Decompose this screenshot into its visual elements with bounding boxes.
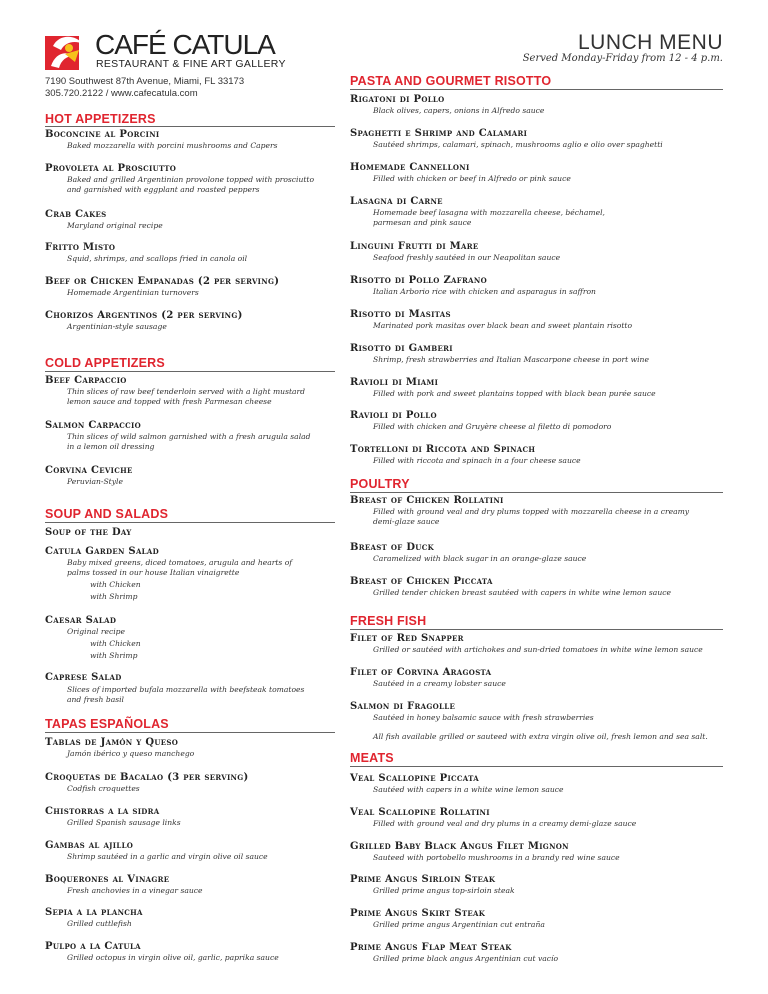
- menu-item-name: Rigatoni di Pollo: [350, 94, 445, 105]
- menu-item-desc: Codfish croquettes: [67, 784, 140, 793]
- brand-tagline: RESTAURANT & FINE ART GALLERY: [96, 58, 286, 70]
- menu-item-desc: demi-glaze sauce: [373, 517, 440, 526]
- section-title-fresh-fish: FRESH FISH: [350, 614, 427, 628]
- menu-item-name: Filet of Corvina Aragosta: [350, 667, 492, 678]
- menu-item-desc: Sautéed shrimps, calamari, spinach, mushrooms aglio e olio over spaghetti: [373, 140, 663, 149]
- section-rule: [45, 371, 335, 372]
- menu-item-option: with Shrimp: [90, 592, 138, 601]
- menu-item-option: with Chicken: [90, 639, 141, 648]
- menu-title: LUNCH MENU: [577, 31, 723, 54]
- menu-item-desc: Sautéed with capers in a white wine lemon sauce: [373, 785, 564, 794]
- menu-item-desc: Caramelized with black sugar in an orange-glaze sauce: [373, 554, 587, 563]
- menu-item-desc: Grilled or sautéed with artichokes and sun-dried tomatoes in white wine lemon sauce: [373, 645, 703, 654]
- menu-item-name: Provoleta al Prosciutto: [45, 163, 177, 174]
- menu-item-name: Corvina Ceviche: [45, 465, 133, 476]
- section-title-pasta: PASTA AND GOURMET RISOTTO: [350, 74, 552, 88]
- menu-item-desc: Maryland original recipe: [67, 221, 163, 230]
- menu-item-option: with Chicken: [90, 580, 141, 589]
- menu-item-desc: Grilled tender chicken breast sautéed with capers in white wine lemon sauce: [373, 588, 671, 597]
- section-title-meats: MEATS: [350, 751, 394, 765]
- menu-item-name: Homemade Cannelloni: [350, 162, 470, 173]
- menu-item-desc: Slices of imported bufala mozzarella with beefsteak tomatoes: [67, 685, 305, 694]
- menu-item-name: Veal Scallopine Piccata: [350, 773, 479, 784]
- section-rule: [45, 732, 335, 733]
- menu-item-name: Prime Angus Skirt Steak: [350, 908, 486, 919]
- section-rule: [350, 89, 723, 90]
- menu-item-name: Croquetas de Bacalao (3 per serving): [45, 772, 249, 783]
- menu-item-name: Breast of Chicken Piccata: [350, 576, 493, 587]
- menu-item-desc: Argentinian-style sausage: [67, 322, 167, 331]
- menu-item-desc: Shrimp, fresh strawberries and Italian Mascarpone cheese in port wine: [373, 355, 649, 364]
- restaurant-contact: 305.720.2122 / www.cafecatula.com: [45, 88, 198, 99]
- menu-item-desc: Jamón ibérico y queso manchego: [67, 749, 195, 758]
- menu-item-desc: Grilled prime angus top-sirloin steak: [373, 886, 515, 895]
- menu-item-name: Prime Angus Flap Meat Steak: [350, 942, 512, 953]
- menu-item-desc: Baked and grilled Argentinian provolone topped with prosciutto: [67, 175, 315, 184]
- menu-item-desc: Original recipe: [67, 627, 125, 636]
- brand-name: CAFÉ CATULA: [95, 29, 275, 60]
- section-rule: [45, 522, 335, 523]
- menu-item-name: Beef Carpaccio: [45, 375, 127, 386]
- section-rule: [45, 126, 335, 127]
- menu-item-name: Risotto di Masitas: [350, 309, 451, 320]
- menu-item-desc: Seafood freshly sautéed in our Neapolitan sauce: [373, 253, 561, 262]
- menu-item-desc: Homemade Argentinian turnovers: [67, 288, 199, 297]
- menu-item-name: Fritto Misto: [45, 242, 116, 253]
- menu-item-name: Risotto di Pollo Zafrano: [350, 275, 487, 286]
- menu-item-name: Breast of Duck: [350, 542, 434, 553]
- menu-item-desc: Squid, shrimps, and scallops fried in canola oil: [67, 254, 248, 263]
- menu-item-desc: lemon sauce and topped with fresh Parmesan cheese: [67, 397, 272, 406]
- menu-item-desc: Sauteed with portobello mushrooms in a brandy red wine sauce: [373, 853, 620, 862]
- menu-item-desc: Sautéed in a creamy lobster sauce: [373, 679, 506, 688]
- menu-item-name: Filet of Red Snapper: [350, 633, 464, 644]
- menu-item-desc: Filled with chicken and Gruyère cheese al filetto di pomodoro: [373, 422, 612, 431]
- menu-item-name: Soup of the Day: [45, 527, 132, 538]
- menu-item-desc: Black olives, capers, onions in Alfredo sauce: [373, 106, 545, 115]
- menu-item-desc: Thin slices of wild salmon garnished with a fresh arugula salad: [67, 432, 311, 441]
- menu-item-desc: and garnished with eggplant and roasted peppers: [67, 185, 260, 194]
- menu-item-name: Boquerones al Vinagre: [45, 874, 170, 885]
- menu-item-name: Tortelloni di Riccota and Spinach: [350, 444, 536, 455]
- menu-item-desc: and fresh basil: [67, 695, 124, 704]
- menu-item-name: Sepia a la plancha: [45, 907, 143, 918]
- cafe-catula-logo-icon: [45, 32, 87, 78]
- menu-item-name: Gambas al ajillo: [45, 840, 134, 851]
- menu-item-desc: Baby mixed greens, diced tomatoes, arugula and hearts of: [67, 558, 293, 567]
- section-title-tapas: TAPAS ESPAÑOLAS: [45, 717, 169, 731]
- menu-item-name: Ravioli di Miami: [350, 377, 439, 388]
- menu-item-name: Prime Angus Sirloin Steak: [350, 874, 496, 885]
- menu-item-desc: Grilled Spanish sausage links: [67, 818, 181, 827]
- menu-item-desc: Filled with pork and sweet plantains topped with black bean purée sauce: [373, 389, 656, 398]
- menu-item-name: Beef or Chicken Empanadas (2 per serving): [45, 276, 280, 287]
- menu-item-name: Crab Cakes: [45, 209, 107, 220]
- menu-item-option: with Shrimp: [90, 651, 138, 660]
- menu-item-desc: Grilled prime black angus Argentinian cut vacío: [373, 954, 559, 963]
- menu-item-name: Pulpo a la Catula: [45, 941, 141, 952]
- menu-item-name: Caesar Salad: [45, 615, 117, 626]
- menu-item-desc: Grilled octopus in virgin olive oil, garlic, paprika sauce: [67, 953, 279, 962]
- fish-note: All fish available grilled or sauteed with extra virgin olive oil, fresh lemon and sea salt.: [373, 732, 708, 741]
- menu-item-desc: Homemade beef lasagna with mozzarella cheese, béchamel,: [373, 208, 605, 217]
- menu-item-desc: Marinated pork masitas over black bean and sweet plantain risotto: [373, 321, 633, 330]
- menu-item-desc: Grilled cuttlefish: [67, 919, 132, 928]
- menu-item-name: Breast of Chicken Rollatini: [350, 495, 504, 506]
- section-rule: [350, 766, 723, 767]
- menu-item-name: Spaghetti e Shrimp and Calamari: [350, 128, 528, 139]
- menu-item-desc: parmesan and pink sauce: [373, 218, 472, 227]
- menu-item-desc: in a lemon oil dressing: [67, 442, 155, 451]
- menu-item-desc: Grilled prime angus Argentinian cut entraña: [373, 920, 545, 929]
- menu-item-name: Chorizos Argentinos (2 per serving): [45, 310, 243, 321]
- restaurant-address: 7190 Southwest 87th Avenue, Miami, FL 33173: [45, 76, 245, 87]
- menu-item-name: Tablas de Jamón y Queso: [45, 737, 179, 748]
- section-title-hot-appetizers: HOT APPETIZERS: [45, 112, 156, 126]
- menu-item-name: Veal Scallopine Rollatini: [350, 807, 490, 818]
- menu-item-name: Ravioli di Pollo: [350, 410, 437, 421]
- menu-item-name: Chistorras a la sidra: [45, 806, 160, 817]
- menu-item-name: Salmon di Fragolle: [350, 701, 456, 712]
- menu-item-name: Caprese Salad: [45, 672, 122, 683]
- menu-item-desc: Thin slices of raw beef tenderloin served with a light mustard: [67, 387, 306, 396]
- menu-item-name: Linguini Frutti di Mare: [350, 241, 479, 252]
- served-hours: Served Monday-Friday from 12 - 4 p.m.: [522, 53, 723, 64]
- menu-item-desc: Sautéed in honey balsamic sauce with fresh strawberries: [373, 713, 594, 722]
- section-rule: [350, 629, 723, 630]
- menu-item-name: Salmon Carpaccio: [45, 420, 142, 431]
- menu-item-desc: Italian Arborio rice with chicken and asparagus in saffron: [373, 287, 596, 296]
- menu-item-name: Grilled Baby Black Angus Filet Mignon: [350, 841, 569, 852]
- menu-item-desc: Shrimp sautéed in a garlic and virgin olive oil sauce: [67, 852, 268, 861]
- section-title-soup-and-salads: SOUP AND SALADS: [45, 507, 169, 521]
- menu-item-desc: palms tossed in our house Italian vinaigrette: [67, 568, 240, 577]
- menu-item-desc: Filled with ground veal and dry plums topped with mozzarella cheese in a creamy: [373, 507, 690, 516]
- menu-item-name: Boconcine al Porcini: [45, 129, 160, 140]
- menu-item-desc: Fresh anchovies in a vinegar sauce: [67, 886, 203, 895]
- menu-item-name: Risotto di Gamberi: [350, 343, 453, 354]
- menu-item-name: Lasagna di Carne: [350, 196, 443, 207]
- section-rule: [350, 492, 723, 493]
- section-title-poultry: POULTRY: [350, 477, 410, 491]
- menu-item-name: Catula Garden Salad: [45, 546, 160, 557]
- menu-item-desc: Peruvian-Style: [67, 477, 123, 486]
- menu-item-desc: Filled with chicken or beef in Alfredo or pink sauce: [373, 174, 571, 183]
- menu-item-desc: Filled with riccota and spinach in a four cheese sauce: [373, 456, 581, 465]
- menu-item-desc: Filled with ground veal and dry plums in a creamy demi-glaze sauce: [373, 819, 637, 828]
- section-title-cold-appetizers: COLD APPETIZERS: [45, 356, 165, 370]
- menu-item-desc: Baked mozzarella with porcini mushrooms and Capers: [67, 141, 278, 150]
